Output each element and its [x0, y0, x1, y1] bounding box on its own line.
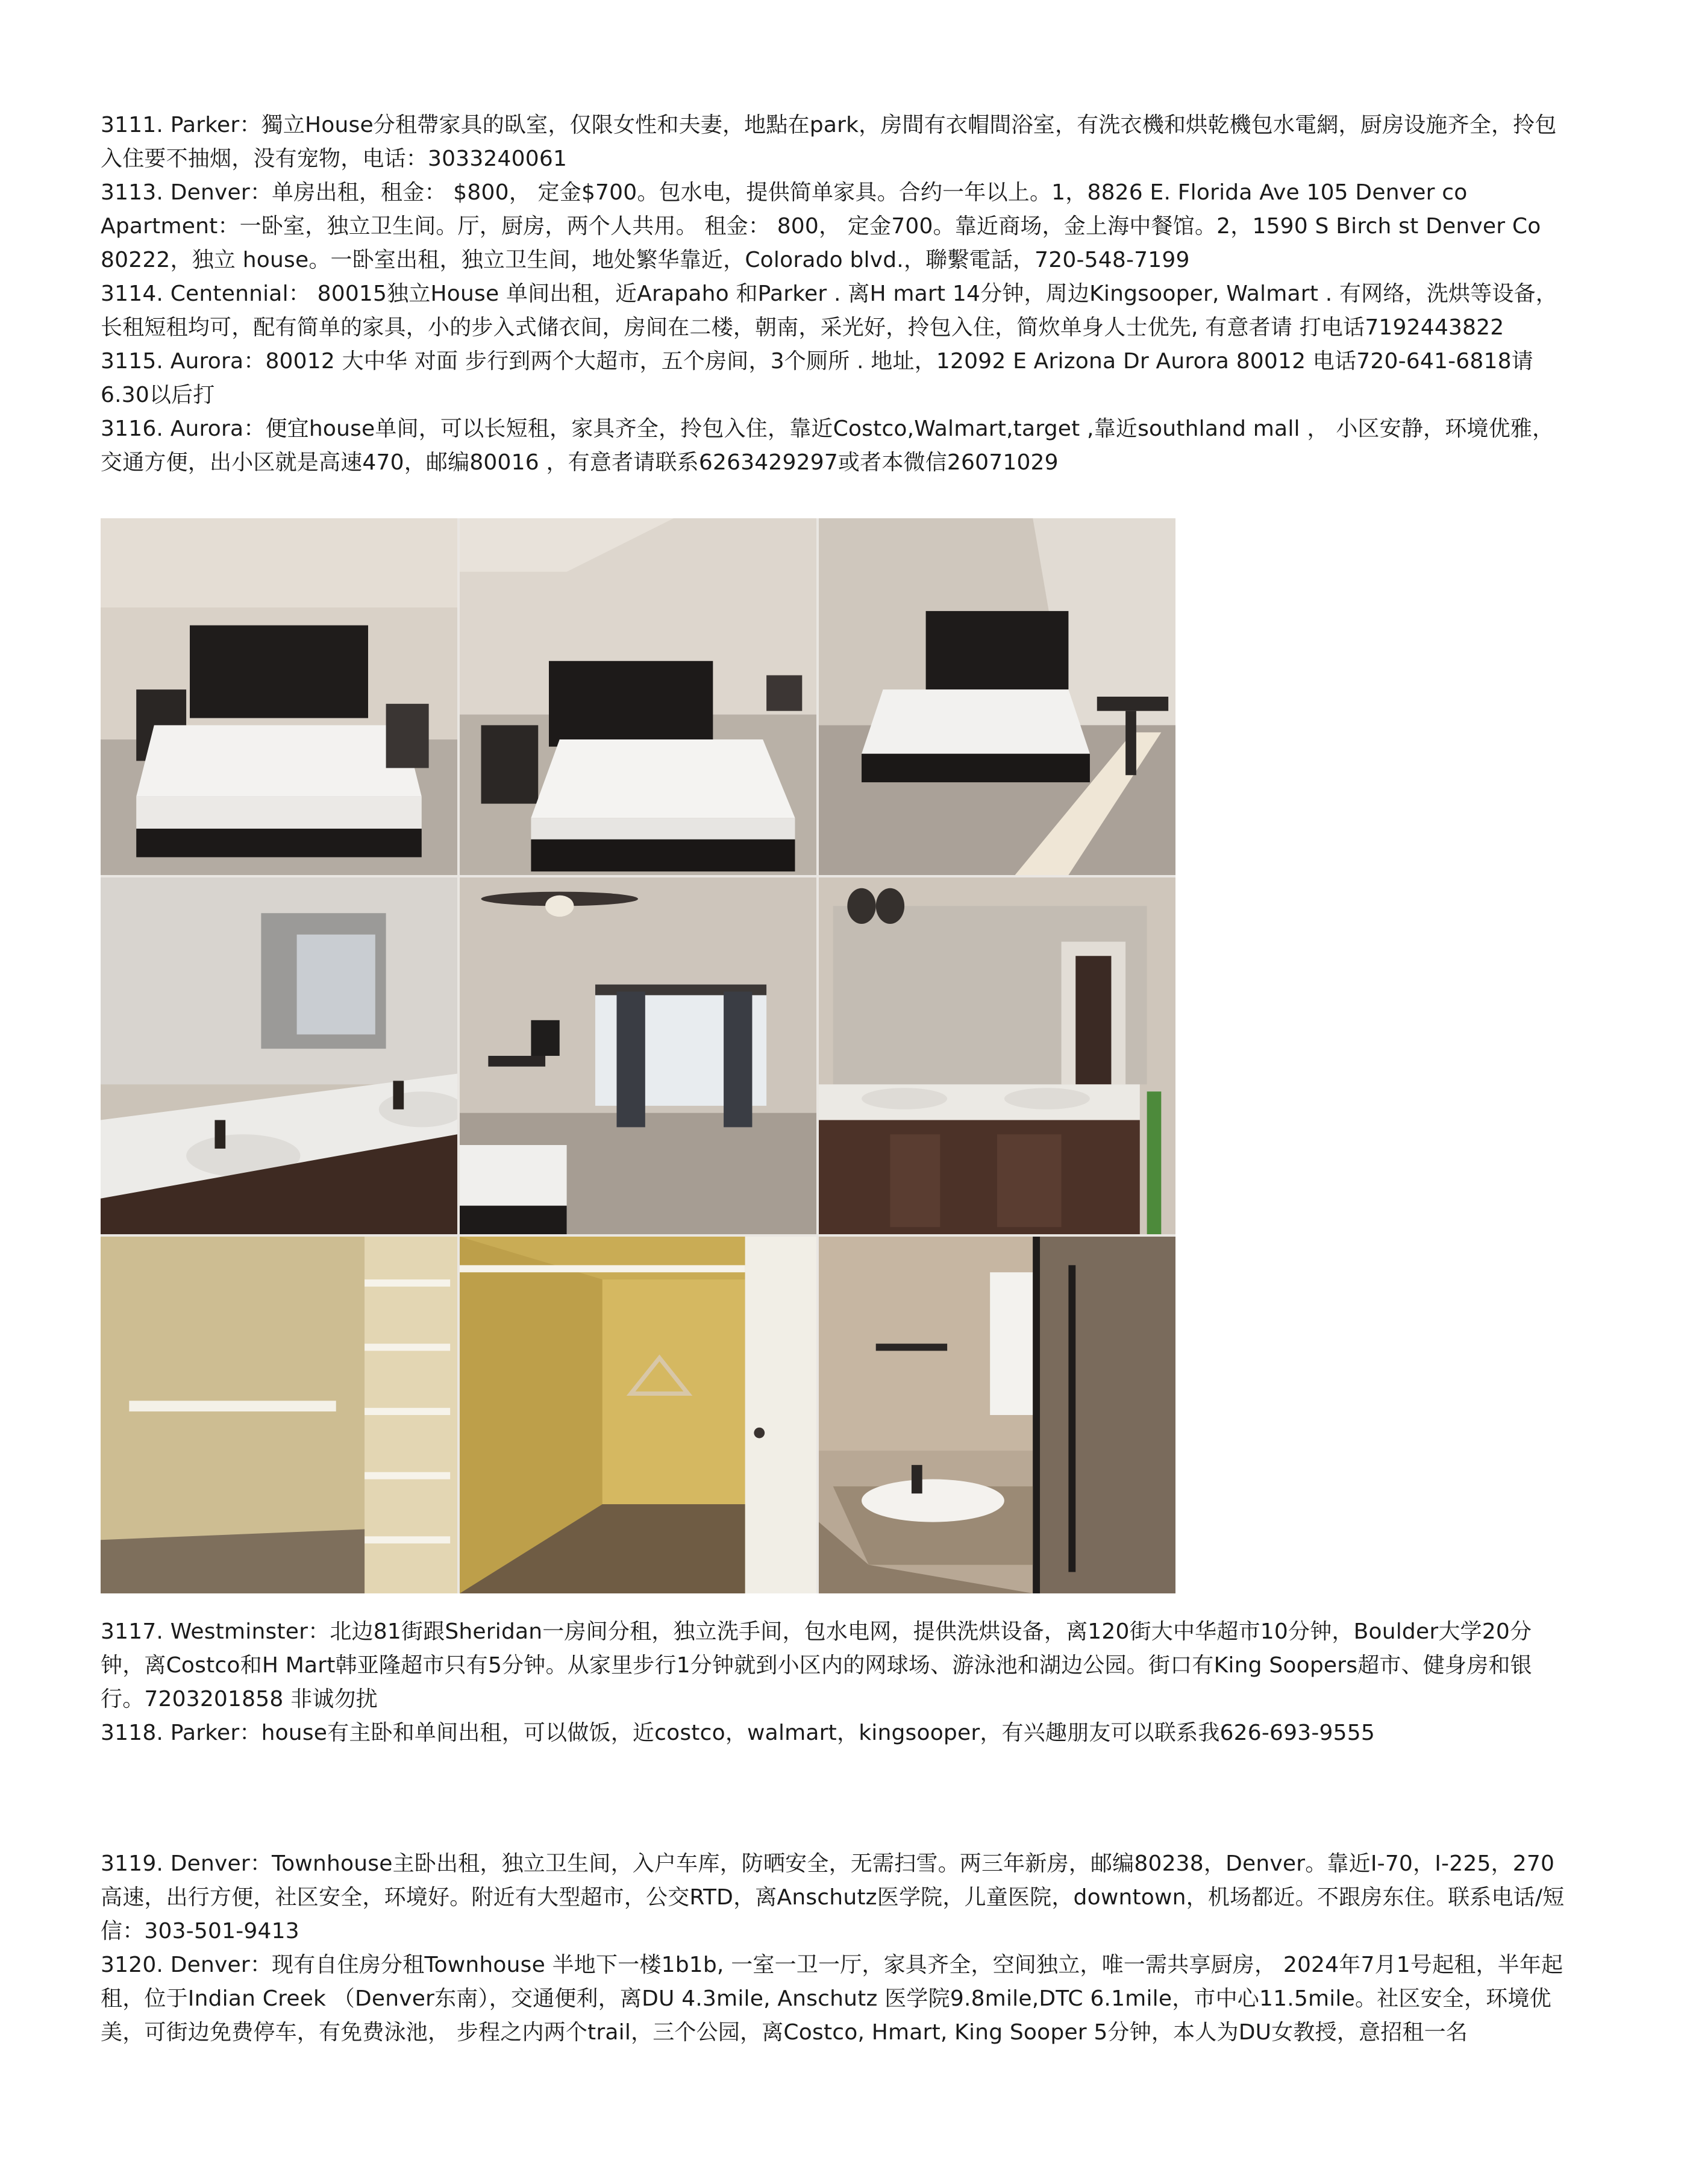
listing-3114: 3114. Centennial： 80015独立House 单间出租，近Arapaho 和Parker . 离H mart 14分钟，周边Kingsooper, Walmart . 有网络，洗烘等设备，长租短租均可，配有简单的家具，小的步入式储衣间，房间在二楼，朝南，采光好，拎包入住，简炊单身人士优先, 有意者请 打电话7192443822: [101, 281, 1557, 340]
photo-collage: [101, 518, 1175, 1593]
bedroom-ceiling-fan-icon: [460, 877, 816, 1234]
listing-3120: 3120. Denver：现有自住房分租Townhouse 半地下一楼1b1b, 一室一卫一厅，家具齐全，空间独立，唯一需共享厨房， 2024年7月1号起租，半年起租，位于Indian Creek （Denver东南），交通便利，离DU 4.3mile, Anschutz 医学院9.8mile,DTC 6.1mile，市中心11.5mile。社区安全，环境优美，可街边免费停车，有免费泳池， 步程之内两个trail，三个公园，离Costco, Hmart, King Sooper 5分钟，本人为DU女教授，意招租一名: [101, 1953, 1563, 2045]
listing-3119: 3119. Denver：Townhouse主卧出租，独立卫生间，入户车库，防晒安全，无需扫雪。两三年新房，邮编80238，Denver。靠近I-70，I-225，270高速，出行方便，社区安全，环境好。附近有大型超市，公交RTD，离Anschutz医学院，儿童医院，downtown，机场都近。不跟房东住。联系电话/短信：303-501-9413: [101, 1851, 1565, 1944]
listing-3116: 3116. Aurora：便宜house单间，可以长短租，家具齐全，拎包入住，靠近Costco,Walmart,target ,靠近southland mall ， 小区安静，环境优雅，交通方便，出小区就是高速470，邮编80016 ，有意者请联系6263429297或者本微信26071029: [101, 416, 1554, 475]
listing-3118: 3118. Parker：house有主卧和单间出租，可以做饭，近costco，walmart，kingsooper，有兴趣朋友可以联系我626-693-9555: [101, 1721, 1375, 1745]
bedroom-bed-angle-icon: [460, 518, 816, 875]
listings-bottom: [101, 1847, 1571, 2050]
listings-middle: [101, 1615, 1571, 1750]
bathroom-vanity-icon: [101, 877, 457, 1234]
walk-in-closet-icon: [460, 1237, 816, 1593]
bedroom-window-light-icon: [819, 518, 1175, 875]
listing-3113: 3113. Denver：单房出租，租金： $800， 定金$700。包水电，提供简单家具。合约一年以上。1，8826 E. Florida Ave 105 Denver co Apartment：一卧室，独立卫生间。厅，厨房，两个人共用。 租金： 800， 定金700。靠近商场，金上海中餐馆。2，1590 S Birch st Denver Co 80222，独立 house。一卧室出租，独立卫生间，地处繁华靠近，Colorado blvd.，聯繫電話，720-548-7199: [101, 180, 1541, 272]
bathroom-vanity-mirror-icon: [819, 877, 1175, 1234]
listing-3111: 3111. Parker：獨立House分租帶家具的臥室，仅限女性和夫妻，地點在park，房間有衣帽間浴室，有洗衣機和烘乾機包水電網，厨房设施齐全，拎包入住要不抽烟，没有宠物，电话：3033240061: [101, 113, 1557, 171]
closet-shelves-icon: [101, 1237, 457, 1593]
listing-3115: 3115. Aurora：80012 大中华 对面 步行到两个大超市，五个房间，3个厕所 . 地址，12092 E Arizona Dr Aurora 80012 电话720-641-6818请6.30以后打: [101, 349, 1533, 407]
listing-3117: 3117. Westminster：北边81街跟Sheridan一房间分租，独立洗手间，包水电网，提供洗烘设备，离120街大中华超市10分钟，Boulder大学20分钟，离Costco和H Mart韩亚隆超市只有5分钟。从家里步行1分钟就到小区内的网球场、游泳池和湖边公园。街口有King Soopers超市、健身房和银行。7203201858 非诚勿扰: [101, 1619, 1532, 1712]
bedroom-bed-icon: [101, 518, 457, 875]
bathtub-shower-icon: [819, 1237, 1175, 1593]
listings-top: [101, 108, 1571, 480]
